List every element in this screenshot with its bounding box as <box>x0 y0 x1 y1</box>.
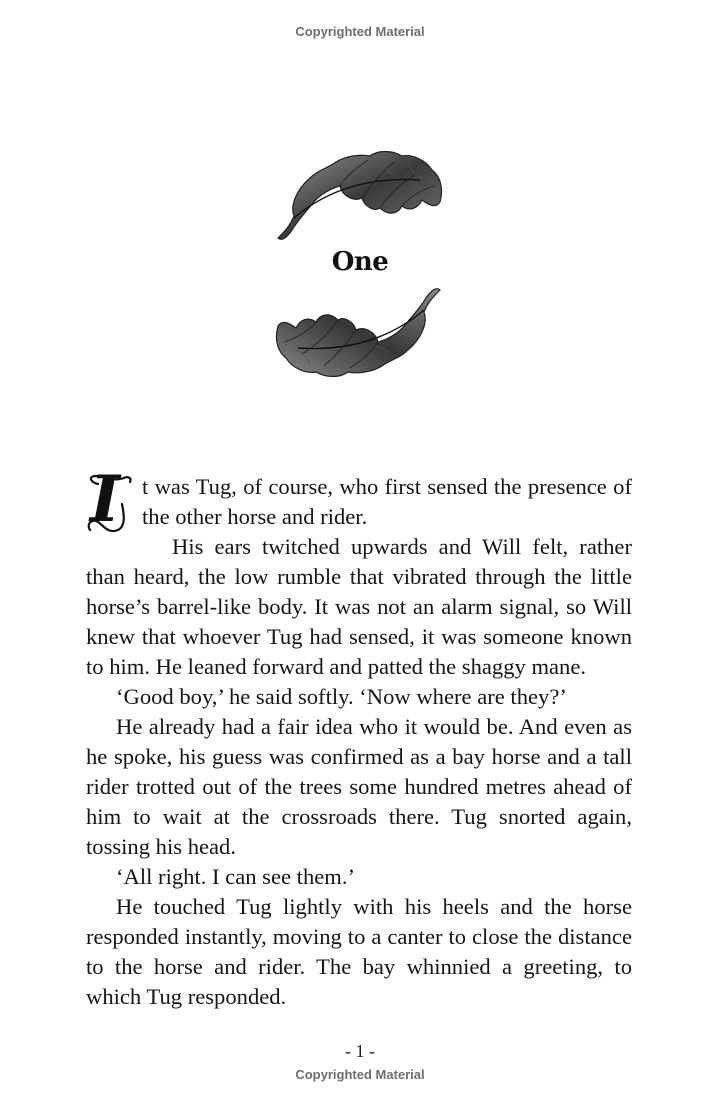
oak-leaf-icon <box>268 282 448 382</box>
opening-paragraph <box>86 462 632 537</box>
paragraph: His ears twitched upwards and Will felt, rather than heard, the low rumble that vibrated through the little horse’s barrel-like body. It was not an alarm signal, so Will knew that whoever Tug had sensed, it was someone known to him. He leaned forward and patted the shaggy mane. <box>86 534 632 679</box>
drop-cap-letter: I <box>90 462 120 537</box>
chapter-title: One <box>331 247 389 277</box>
opening-paragraph-text: t was Tug, of course, who first sensed the presence of the other horse and rider. <box>142 474 632 529</box>
paragraph: He already had a fair idea who it would be. And even as he spoke, his guess was confirmed as a bay horse and a tall rider trotted out of the trees some hundred metres ahead of him to wait at the crossroads there. Tug snorted again, tossing his head. <box>86 714 632 859</box>
paragraph: ‘All right. I can see them.’ <box>116 864 356 889</box>
paragraph: He touched Tug lightly with his heels and the horse responded instantly, moving to a canter to close the distance to the horse and rider. The bay whinnied a greeting, to which Tug responded. <box>86 894 632 1009</box>
chapter-body <box>86 462 632 1012</box>
drop-cap <box>84 462 136 537</box>
page-number: - 1 - <box>345 1041 375 1061</box>
copyright-header: Copyrighted Material <box>295 24 425 39</box>
oak-leaf-icon <box>270 146 450 246</box>
copyright-footer: Copyrighted Material <box>295 1067 425 1082</box>
paragraph: ‘Good boy,’ he said softly. ‘Now where are they?’ <box>116 684 567 709</box>
